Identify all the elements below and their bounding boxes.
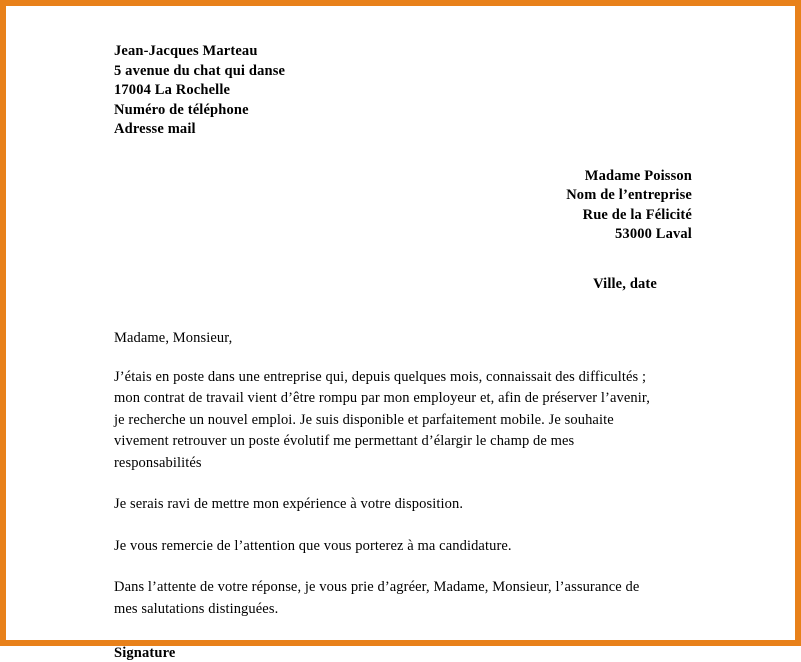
recipient-line: 53000 Laval <box>615 226 692 242</box>
signature-label: Signature <box>114 645 176 661</box>
page-border-right <box>795 0 801 646</box>
recipient-line: Madame Poisson <box>584 167 692 184</box>
sender-address-block <box>114 42 694 140</box>
recipient-address-block <box>114 167 694 245</box>
body-paragraph: J’étais en poste dans une entreprise qui, depuis quelques mois, connaissait des difficultés ; mon contrat de travail vient d’être rompu par mon employeur et, afin de préserver l’avenir, je recherche un nouvel emploi. Je suis disponible et parfaitement mobile. Je souhaite vivement retrouver un poste évolutif me permettant d’élargir le champ de mes responsabilités <box>114 368 650 471</box>
body-paragraph: Je serais ravi de mettre mon expérience à votre disposition. <box>114 496 464 512</box>
recipient-line: Rue de la Félicité <box>582 206 692 223</box>
salutation: Madame, Monsieur, <box>114 329 233 346</box>
sender-line: 5 avenue du chat qui danse <box>114 62 286 79</box>
place-and-date: Ville, date <box>593 275 657 292</box>
letter-sheet <box>6 6 795 661</box>
sender-line: Numéro de téléphone <box>114 101 249 118</box>
sender-line: 17004 La Rochelle <box>114 82 231 98</box>
body-paragraph: Dans l’attente de votre réponse, je vous prie d’agréer, Madame, Monsieur, l’assurance de mes salutations distinguées. <box>114 579 640 617</box>
letter-content <box>114 42 694 662</box>
body-paragraph: Je vous remercie de l’attention que vous porterez à ma candidature. <box>114 537 512 554</box>
sender-line: Adresse mail <box>114 121 196 137</box>
sender-line: Jean-Jacques Marteau <box>114 43 258 59</box>
recipient-line: Nom de l’entreprise <box>566 187 692 203</box>
